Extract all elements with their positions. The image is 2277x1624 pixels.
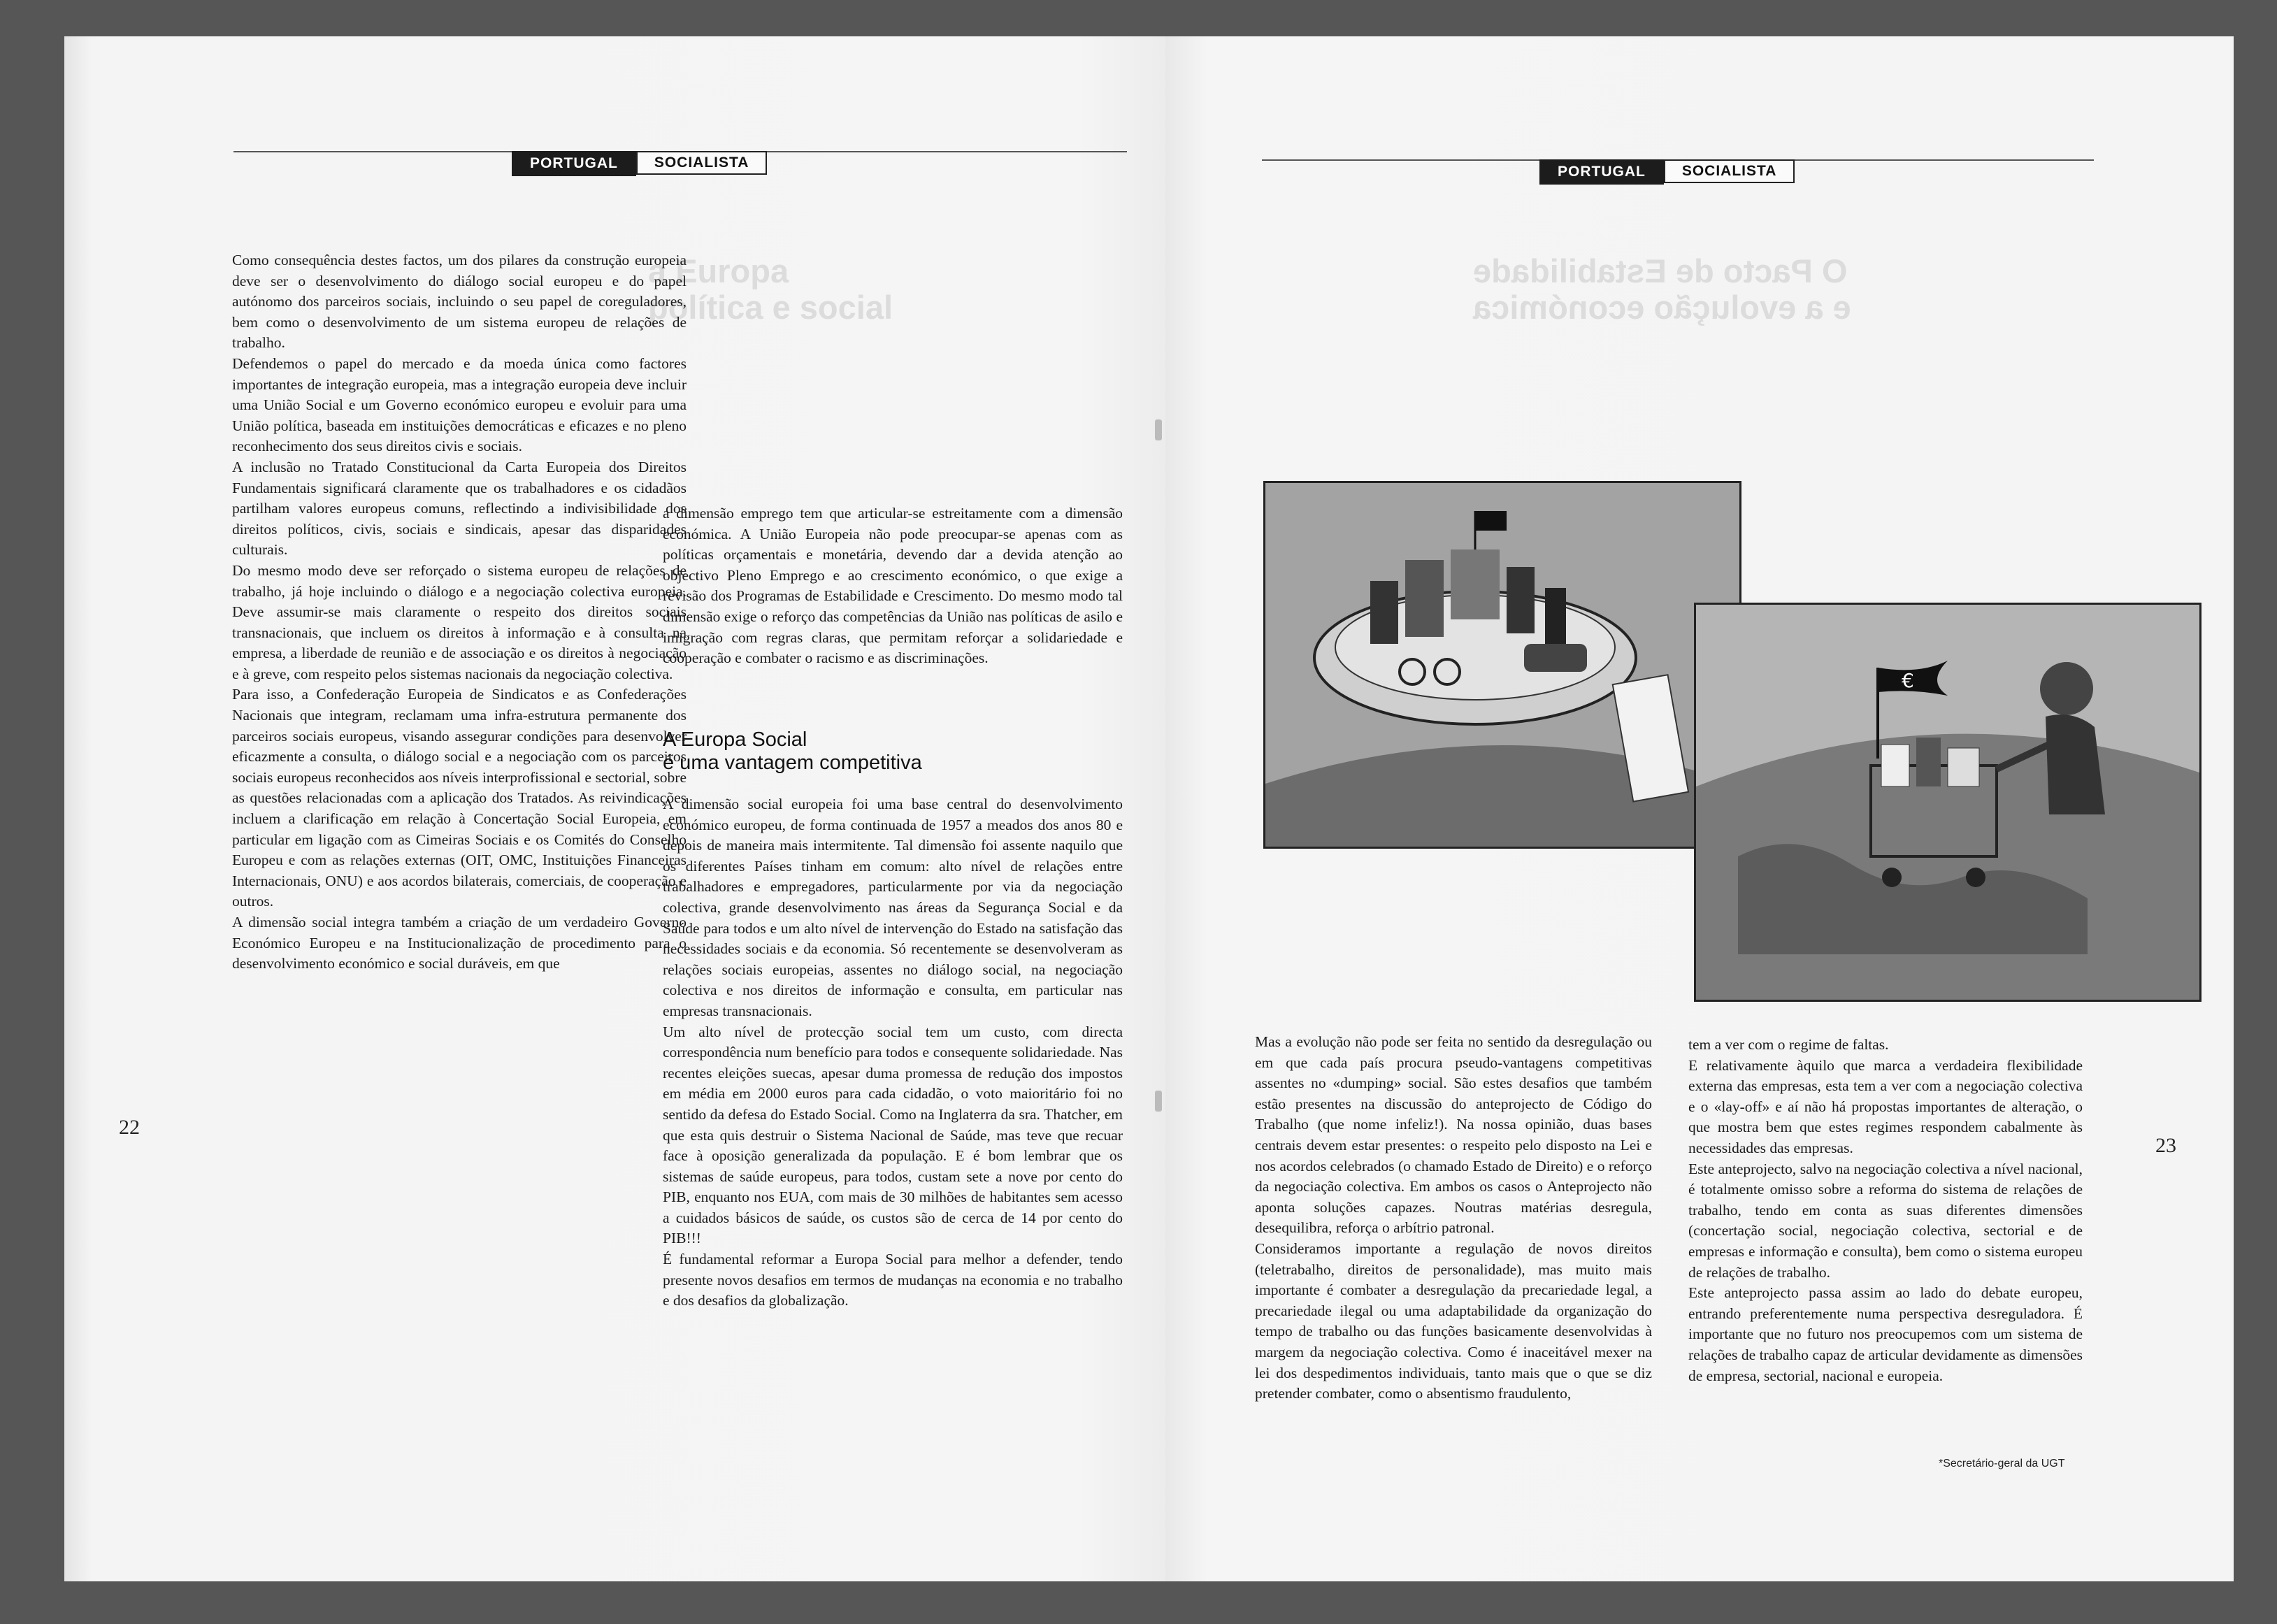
header-socialista: SOCIALISTA [1664,159,1795,183]
left-column-1 [232,250,687,975]
consumer-goods-plate-icon [1265,483,1739,847]
author-footnote: *Secretário-geral da UGT [1939,1458,2065,1469]
left-column-2-intro [663,503,1123,669]
staple-top [1155,419,1162,440]
paragraph: E relativamente àquilo que marca a verdadeira flexibilidade externa das empresas, esta tem a ver com a negociação colectiva e o «lay-off» e aí não há propostas importantes de alteração, o que mostra bem que estes regimes respondem cabalmente às necessidades das empresas. [1688,1056,2083,1156]
paragraph: A dimensão social integra também a criação de um verdadeiro Governo Económico Europeu e na Institucionalização de procedimento para o desenvolvimento económico e social duráveis, em que [232,914,687,972]
paragraph: Consideramos importante a regulação de novos direitos (teletrabalho, direitos de personalidade), mas muito mais importante é combater a desregulação da precariedade legal, a precariedade ilegal ou uma adaptabilidade da organização do tempo de trabalho ou das funções basicamente desenvolvidas à margem da negociação colectiva. Como é inaceitável mexer na lei dos despedimentos individuais, tanto mais que o que se diz pretender combater, como o absentismo fraudulento, [1255,1239,1652,1402]
right-column-1 [1255,1032,1652,1404]
paragraph: Como consequência destes factos, um dos pilares da construção europeia deve ser o desenvolvimento do diálogo social europeu e do papel autónomo dos parceiros sociais, incluindo o seu papel de coreguladores, bem como o desenvolvimento de um sistema europeu de relações de trabalho. [232,252,687,352]
left-page [64,36,1165,1581]
header-tabs [1539,159,1795,185]
paragraph: É fundamental reformar a Europa Social para melhor a defender, tendo presente novos desafios em termos de mudanças na economia e no trabalho e dos desafios da globalização. [663,1251,1123,1309]
header-portugal: PORTUGAL [512,151,636,176]
page-number-right: 23 [2155,1134,2176,1157]
right-page [1165,36,2234,1581]
paragraph: A inclusão no Tratado Constitucional da Carta Europeia dos Direitos Fundamentais significará claramente que os trabalhadores e os cidadãos partilham valores europeus comuns, reflectindo a indivisibilidade dos direitos políticos, civis, sociais e sindicais, apesar das disparidades culturais. [232,458,687,559]
header-portugal: PORTUGAL [1539,159,1664,185]
right-column-2 [1688,1035,2083,1386]
section-subhead: A Europa Social é uma vantagem competitiva [663,728,922,774]
illustration-plate [1263,481,1741,849]
bleed-through-title: a Europa política e social [648,252,893,326]
shopping-cart-globe-icon [1696,605,2199,1000]
bleed-through-title: O Pacto de Estabilidade e a evolução económica [1473,252,1851,326]
paragraph: Um alto nível de protecção social tem um custo, com directa correspondência num benefício para todos e consequente solidariedade. Nas recentes eleições suecas, apesar duma promessa de redução dos impostos em média em 2000 euros para cada cidadão, o voto maioritário foi no sentido da defesa do Estado Social. Como na Inglaterra da sra. Thatcher, em que esta quis destruir o Sistema Nacional de Saúde, mas teve que recuar face à oposição generalizada da população. E é bom lembrar que os sistemas de saúde europeus, para todos, custam sete a nove por cento do PIB, enquanto nos EUA, com mais de 30 milhões de habitantes sem acesso a cuidados básicos de saúde, os custos são de cerca de 14 por cento do PIB!!! [663,1023,1123,1247]
paragraph: Para isso, a Confederação Europeia de Sindicatos e as Confederações Nacionais que integram, reclamam uma infra-estrutura permanente dos parceiros sociais europeus, visando assegurar condições para desenvolver eficazmente a consulta, o diálogo social e a negociação com os parceiros sociais europeus reconhecidos aos níveis interprofissional e sectorial, sobre as questões relacionadas com a aplicação dos Tratados. As reivindicações incluem a clarificação em relação à Concertação Social Europeia, em particular em ligação com as Cimeiras Sociais e os Comités do Conselho Europeu e com as relações externas (OIT, OMC, Instituições Financeiras Internacionais, ONU) e aos acordos bilaterais, comerciais, de cooperação e outros. [232,686,687,910]
illustration-cart [1694,603,2201,1002]
paragraph: Este anteprojecto, salvo na negociação colectiva a nível nacional, é totalmente omisso sobre a reforma do sistema de relações de trabalho, tendo em conta as suas diferentes dimensões (concertação social, negociação colectiva, sectorial e de empresas e informação e consulta), bem como o sistema europeu de relações de trabalho. [1688,1160,2083,1281]
euro-flag-label: € [1902,669,1914,692]
page-number-left: 22 [119,1116,140,1139]
paragraph: tem a ver com o regime de faltas. [1688,1036,1889,1053]
staple-bottom [1155,1091,1162,1112]
paragraph: a dimensão emprego tem que articular-se estreitamente com a dimensão económica. A União Europeia não pode preocupar-se apenas com as políticas orçamentais e monetária, devendo dar a devida atenção ao objectivo Pleno Emprego e ao crescimento económico, o que exige a revisão dos Programas de Estabilidade e Crescimento. Do mesmo modo tal dimensão exige o reforço das competências da União nas políticas de asilo e imigração com regras claras, que permitam reforçar a solidariedade e cooperação e combater o racismo e as discriminações. [663,505,1123,667]
paragraph: Do mesmo modo deve ser reforçado o sistema europeu de relações de trabalho, já hoje incluindo o diálogo e a negociação colectiva europeia. Deve assumir-se mais claramente o respeito dos direitos sociais transnacionais, que incluem os direitos à informação e à consulta na empresa, a liberdade de reunião e de associação e os direitos à negociação e à greve, com respeito pelos sistemas nacionais da negociação colectiva. [232,561,687,682]
header-socialista: SOCIALISTA [636,151,768,175]
paragraph: Este anteprojecto passa assim ao lado do debate europeu, entrando preferentemente numa perspectiva desreguladora. É importante que no futuro nos preocupemos com um sistema de relações de trabalho capaz de articular devidamente as dimensões de empresa, sectorial, nacional e europeia. [1688,1284,2083,1384]
left-column-2 [663,794,1123,1312]
paragraph: A dimensão social europeia foi uma base central do desenvolvimento económico europeu, de forma continuada de 1957 a meados dos anos 80 e depois de maneira mais intermitente. Tal dimensão foi assente naquilo que os diferentes Países tinham em comum: alto nível de relações entre trabalhadores e empregadores, particularmente por via da negociação colectiva, grande desenvolvimento nas áreas da Segurança Social e da Saúde para todos e um alto nível de intervenção do Estado na satisfação das necessidades sociais e da economia. Só recentemente se desenvolveram as relações sociais europeias, assentes no diálogo social, na negociação colectiva e nos direitos de informação e consulta, em particular nas empresas transnacionais. [663,796,1123,1019]
paragraph: Mas a evolução não pode ser feita no sentido da desregulação ou em que cada país procura pseudo-vantagens competitivas assentes no «dumping» social. São estes desafios que também estão presentes na discussão do anteprojecto de Código do Trabalho (que nome infeliz!). Na nossa opinião, duas bases centrais devem estar presentes: o respeito pelo disposto na Lei e nos acordos celebrados (o chamado Estado de Direito) e o reforço da negociação colectiva. Em ambos os casos o Anteprojecto não aponta soluções capazes. Noutras matérias desregula, desequilibra, reforça o arbítrio patronal. [1255,1033,1652,1237]
paragraph: Defendemos o papel do mercado e da moeda única como factores importantes de integração europeia, mas a integração europeia deve incluir uma União Social e um Governo económico europeu e evoluir para uma União política, baseada em instituições democráticas e eficazes e no pleno reconhecimento dos seus direitos civis e sociais. [232,354,687,455]
header-tabs [512,151,767,176]
